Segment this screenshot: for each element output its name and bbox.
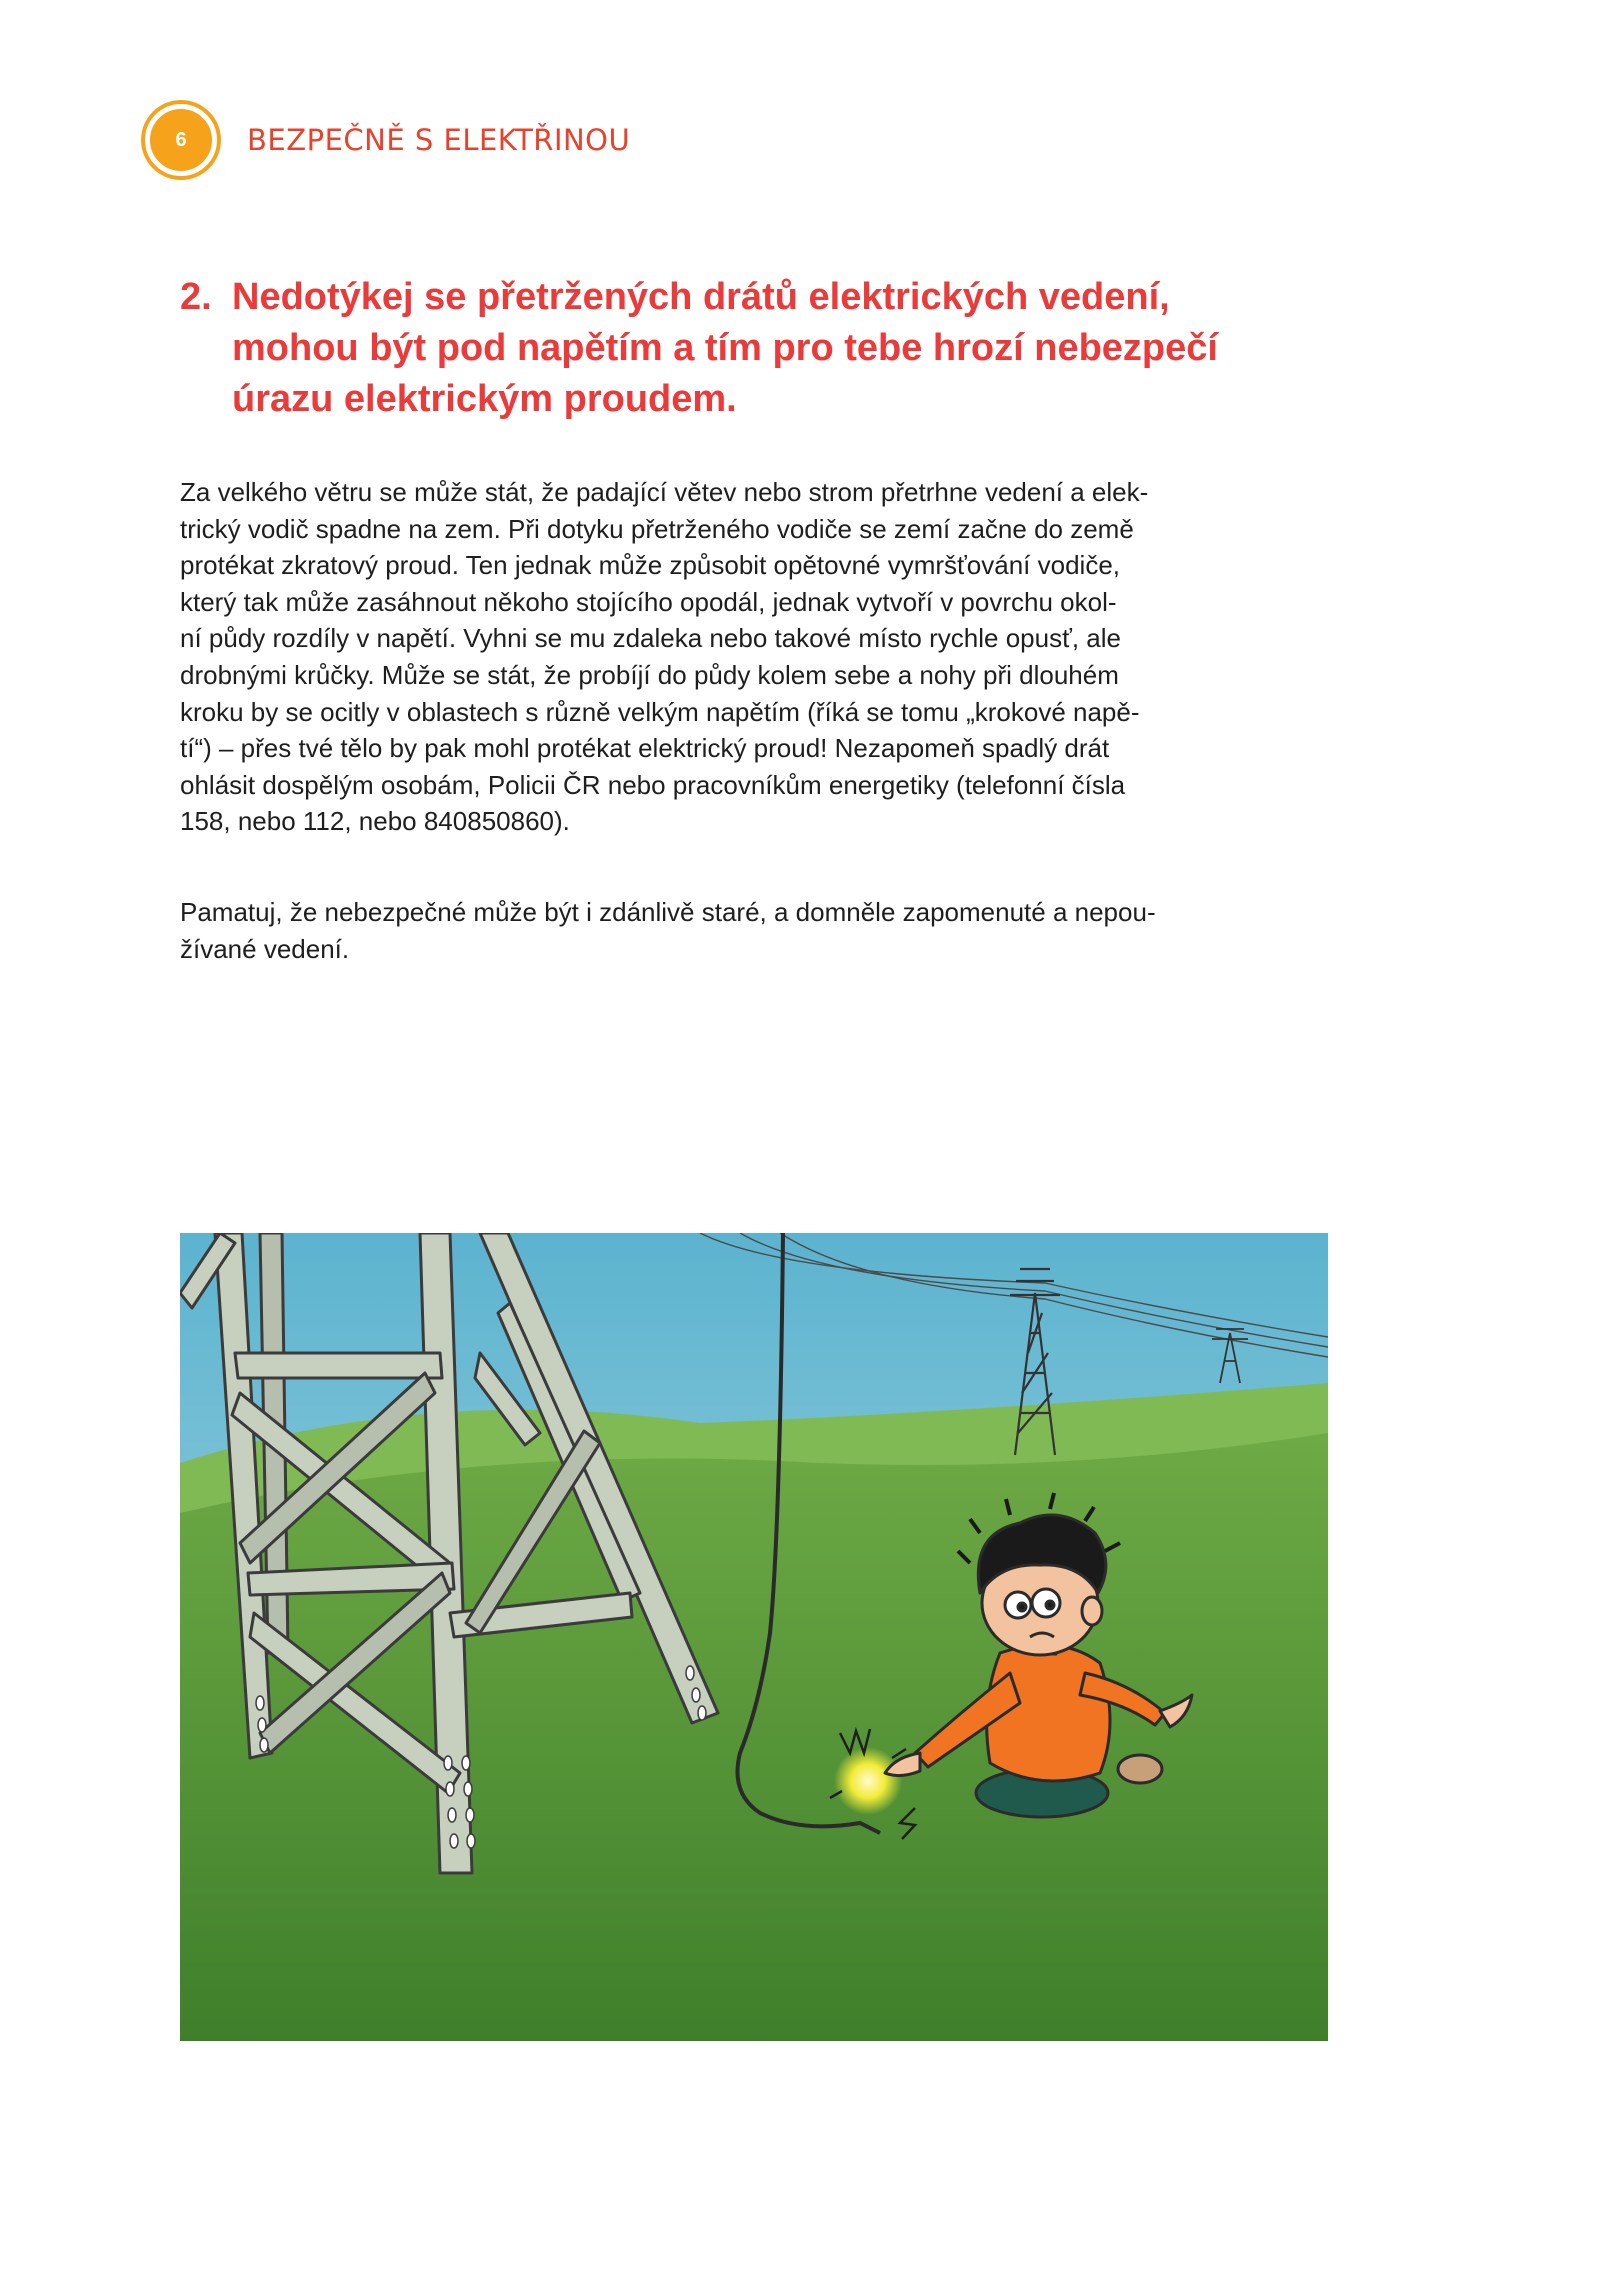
grass	[180, 1433, 1328, 2041]
paragraph-line: který tak může zasáhnout někoho stojícího opodál, jednak vytvoří v povrchu okol-	[180, 586, 1117, 617]
page-number-badge: 6	[145, 104, 217, 176]
paragraph-line: ohlásit dospělým osobám, Policii ČR nebo pracovníkům energetiky (telefonní čísla	[180, 769, 1126, 800]
section-title-line: úrazu elektrickým proudem.	[232, 378, 737, 420]
section-number: 2.	[180, 276, 212, 318]
paragraph-line: tí“) – přes tvé tělo by pak mohl protékat elektrický proud! Nezapomeň spadlý drát	[180, 733, 1110, 764]
section-title-line: mohou být pod napětím a tím pro tebe hrozí nebezpečí	[232, 327, 1218, 369]
paragraph-line: žívané vedení.	[180, 933, 350, 964]
paragraph-line: drobnými krůčky. Může se stát, že probíjí do půdy kolem sebe a nohy při dlouhém	[180, 659, 1119, 690]
paragraph-line: 158, nebo 112, nebo 840850860).	[180, 806, 570, 837]
section-heading	[180, 272, 1360, 425]
paragraph-line: Pamatuj, že nebezpečné může být i zdánlivě staré, a domněle zapomenuté a nepou-	[180, 897, 1156, 927]
paragraph-line: ní půdy rozdíly v napětí. Vyhni se mu zdaleka nebo takové místo rychle opusť, ale	[180, 623, 1121, 654]
paragraph-line: protékat zkratový proud. Ten jednak může způsobit opětovné vymršťování vodiče,	[180, 550, 1120, 581]
body-paragraph	[180, 894, 1380, 967]
section-title	[180, 272, 1360, 425]
paragraph-line: trický vodič spadne na zem. Při dotyku přetrženého vodiče se zemí začne do země	[180, 513, 1134, 544]
page-header	[145, 100, 630, 180]
illustration	[180, 1233, 1328, 2041]
running-title: BEZPEČNĚ S ELEKTŘINOU	[247, 123, 631, 157]
cartoon-boy-touching-fallen-power-line-icon	[180, 1233, 1328, 2041]
paragraph-line: Za velkého větru se může stát, že padající větev nebo strom přetrhne vedení a elek-	[180, 477, 1149, 507]
paragraph-line: kroku by se ocitly v oblastech s různě velkým napětím (říká se tomu „krokové napě-	[180, 696, 1140, 727]
body-paragraph	[180, 474, 1380, 840]
section-title-line: Nedotýkej se přetržených drátů elektrických vedení,	[232, 276, 1170, 318]
